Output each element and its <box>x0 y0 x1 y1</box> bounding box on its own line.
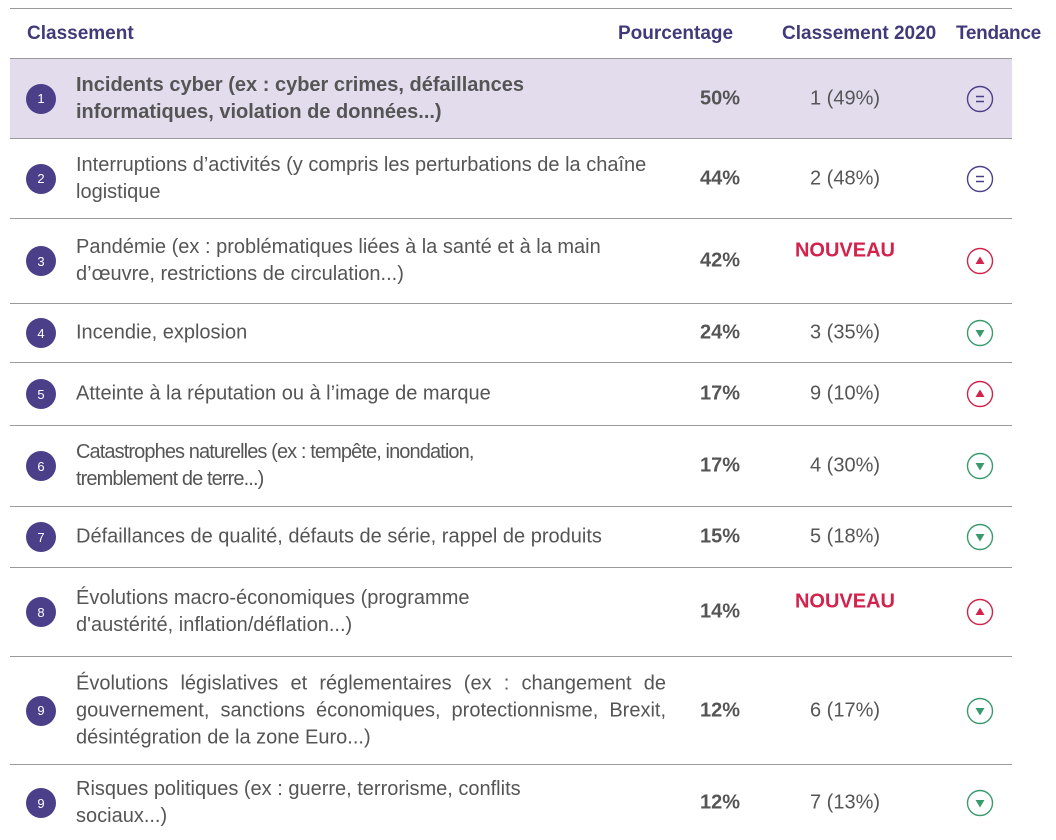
risk-percentage: 44% <box>700 167 741 189</box>
risk-percentage: 24% <box>700 321 741 344</box>
risk-label: Évolutions législatives et réglementaires (ex : changement de gouvernement, sanctions économiques, protectionnisme, Brexit, désintégration de la zone Euro...) <box>76 672 666 748</box>
rank-badge: 5 <box>26 379 56 409</box>
risk-label: Risques politiques (ex : guerre, terrorisme, conflits sociaux...) <box>76 778 521 827</box>
trend-equal-svg <box>966 85 994 113</box>
table-row <box>10 304 1012 363</box>
risk-label: Catastrophes naturelles (ex : tempête, inondation, tremblement de terre...) <box>76 441 474 490</box>
previous-rank: 4 (30%) <box>809 454 881 477</box>
risk-percentage: 17% <box>700 382 741 405</box>
table-row <box>10 363 1012 426</box>
header-previous-rank: Classement 2020 <box>782 23 937 44</box>
trend-down-svg <box>966 697 994 725</box>
rank-badge: 3 <box>26 246 56 276</box>
previous-rank: 3 (35%) <box>809 321 881 344</box>
risk-percentage: 50% <box>700 87 741 109</box>
trend-down-icon <box>966 452 994 480</box>
risk-label: Défaillances de qualité, défauts de série, rappel de produits <box>76 525 602 548</box>
table-row <box>10 219 1012 304</box>
risk-label: Évolutions macro-économiques (programme d'austérité, inflation/déflation...) <box>76 587 470 636</box>
risk-percentage: 42% <box>700 249 741 272</box>
trend-up-svg <box>966 247 994 275</box>
risk-percentage: 12% <box>700 699 741 721</box>
previous-rank-new: NOUVEAU <box>794 239 895 262</box>
header-trend: Tendance <box>956 23 1041 44</box>
risk-ranking-table <box>10 8 1041 840</box>
trend-down-svg <box>966 319 994 347</box>
previous-rank: 2 (48%) <box>809 167 881 189</box>
trend-down-svg <box>966 452 994 480</box>
risk-label: Interruptions d’activités (y compris les perturbations de la chaîne logistique <box>76 153 647 203</box>
trend-up-svg <box>966 380 994 408</box>
trend-down-svg <box>966 789 994 817</box>
risk-label: Incidents cyber (ex : cyber crimes, défaillances informatiques, violation de données...) <box>76 73 524 123</box>
table-row <box>10 657 1012 765</box>
previous-rank: 5 (18%) <box>809 525 881 548</box>
trend-up-icon <box>966 598 994 626</box>
previous-rank: 7 (13%) <box>809 791 881 814</box>
rank-badge: 4 <box>26 318 56 348</box>
risk-percentage: 17% <box>700 454 741 477</box>
trend-down-icon <box>966 789 994 817</box>
trend-down-icon <box>966 319 994 347</box>
header-rank: Classement <box>27 23 134 44</box>
trend-up-icon <box>966 247 994 275</box>
table-row <box>10 765 1012 840</box>
trend-up-icon <box>966 380 994 408</box>
rank-badge: 8 <box>26 597 56 627</box>
risk-label: Incendie, explosion <box>76 321 248 344</box>
table-row <box>10 568 1012 657</box>
previous-rank: 1 (49%) <box>809 87 881 109</box>
trend-down-svg <box>966 523 994 551</box>
trend-up-svg <box>966 598 994 626</box>
rank-badge: 9 <box>26 788 56 818</box>
risk-percentage: 14% <box>700 600 741 623</box>
header-percentage: Pourcentage <box>618 23 734 44</box>
rank-badge: 1 <box>26 84 56 114</box>
table-row <box>10 507 1012 568</box>
risk-percentage: 15% <box>700 525 741 548</box>
rank-badge: 7 <box>26 522 56 552</box>
trend-down-icon <box>966 523 994 551</box>
rank-badge: 9 <box>26 696 56 726</box>
trend-equal-svg <box>966 165 994 193</box>
previous-rank: 9 (10%) <box>809 382 881 405</box>
table-row <box>10 59 1012 139</box>
trend-equal-icon <box>966 165 994 193</box>
risk-label: Atteinte à la réputation ou à l’image de marque <box>76 382 491 405</box>
trend-equal-icon <box>966 85 994 113</box>
rank-badge: 2 <box>26 164 56 194</box>
table-row <box>10 426 1012 507</box>
table-row <box>10 139 1012 219</box>
trend-down-icon <box>966 697 994 725</box>
risk-label: Pandémie (ex : problématiques liées à la santé et à la main d’œuvre, restrictions de circulation...) <box>76 236 601 285</box>
previous-rank: 6 (17%) <box>809 699 881 721</box>
risk-percentage: 12% <box>700 791 741 814</box>
previous-rank-new: NOUVEAU <box>794 590 895 613</box>
table-header <box>10 9 1041 59</box>
rank-badge: 6 <box>26 451 56 481</box>
